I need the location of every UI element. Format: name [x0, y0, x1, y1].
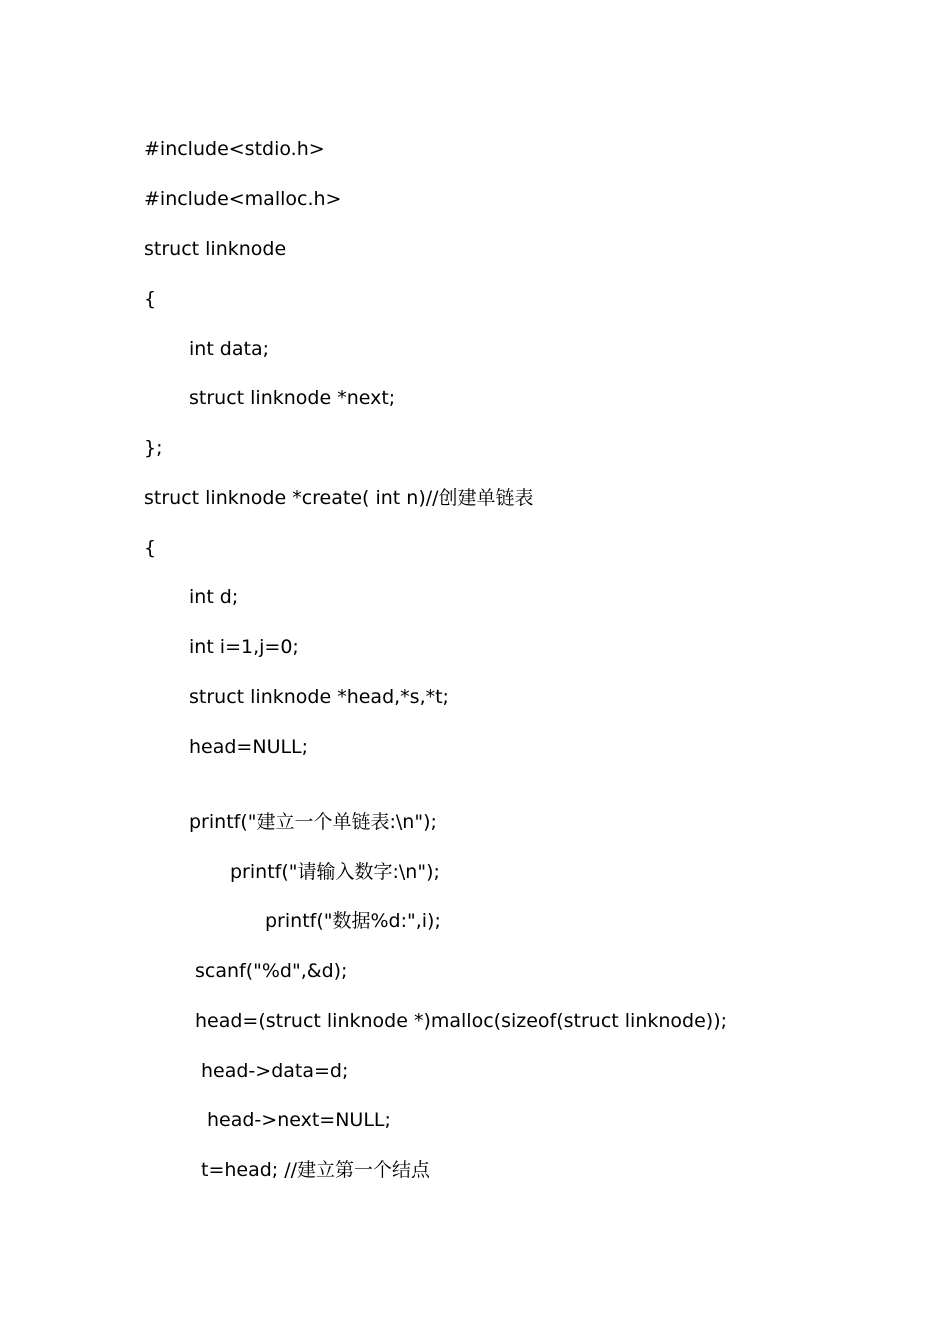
code-line: printf("建立一个单链表:\n");	[189, 811, 437, 833]
code-line: head=NULL;	[189, 736, 309, 758]
code-line: struct linknode	[144, 238, 287, 260]
code-line: head=(struct linknode *)malloc(sizeof(struct linknode));	[195, 1010, 728, 1032]
code-line: #include<stdio.h>	[144, 138, 325, 160]
code-line: {	[144, 537, 157, 559]
code-line: head->data=d;	[201, 1060, 349, 1082]
code-line: scanf("%d",&d);	[195, 960, 348, 982]
code-line: int data;	[189, 338, 270, 360]
code-line: printf("请输入数字:\n");	[230, 861, 440, 883]
code-line: head->next=NULL;	[207, 1109, 391, 1131]
code-line: t=head; //建立第一个结点	[201, 1159, 431, 1181]
code-line: int d;	[189, 586, 239, 608]
code-line: struct linknode *create( int n)//创建单链表	[144, 487, 534, 509]
code-line: };	[144, 437, 163, 459]
code-line: struct linknode *head,*s,*t;	[189, 686, 449, 708]
code-line: printf("数据%d:",i);	[265, 910, 441, 932]
code-line: int i=1,j=0;	[189, 636, 299, 658]
code-line: struct linknode *next;	[189, 387, 396, 409]
code-line: {	[144, 288, 157, 310]
code-line: #include<malloc.h>	[144, 188, 342, 210]
